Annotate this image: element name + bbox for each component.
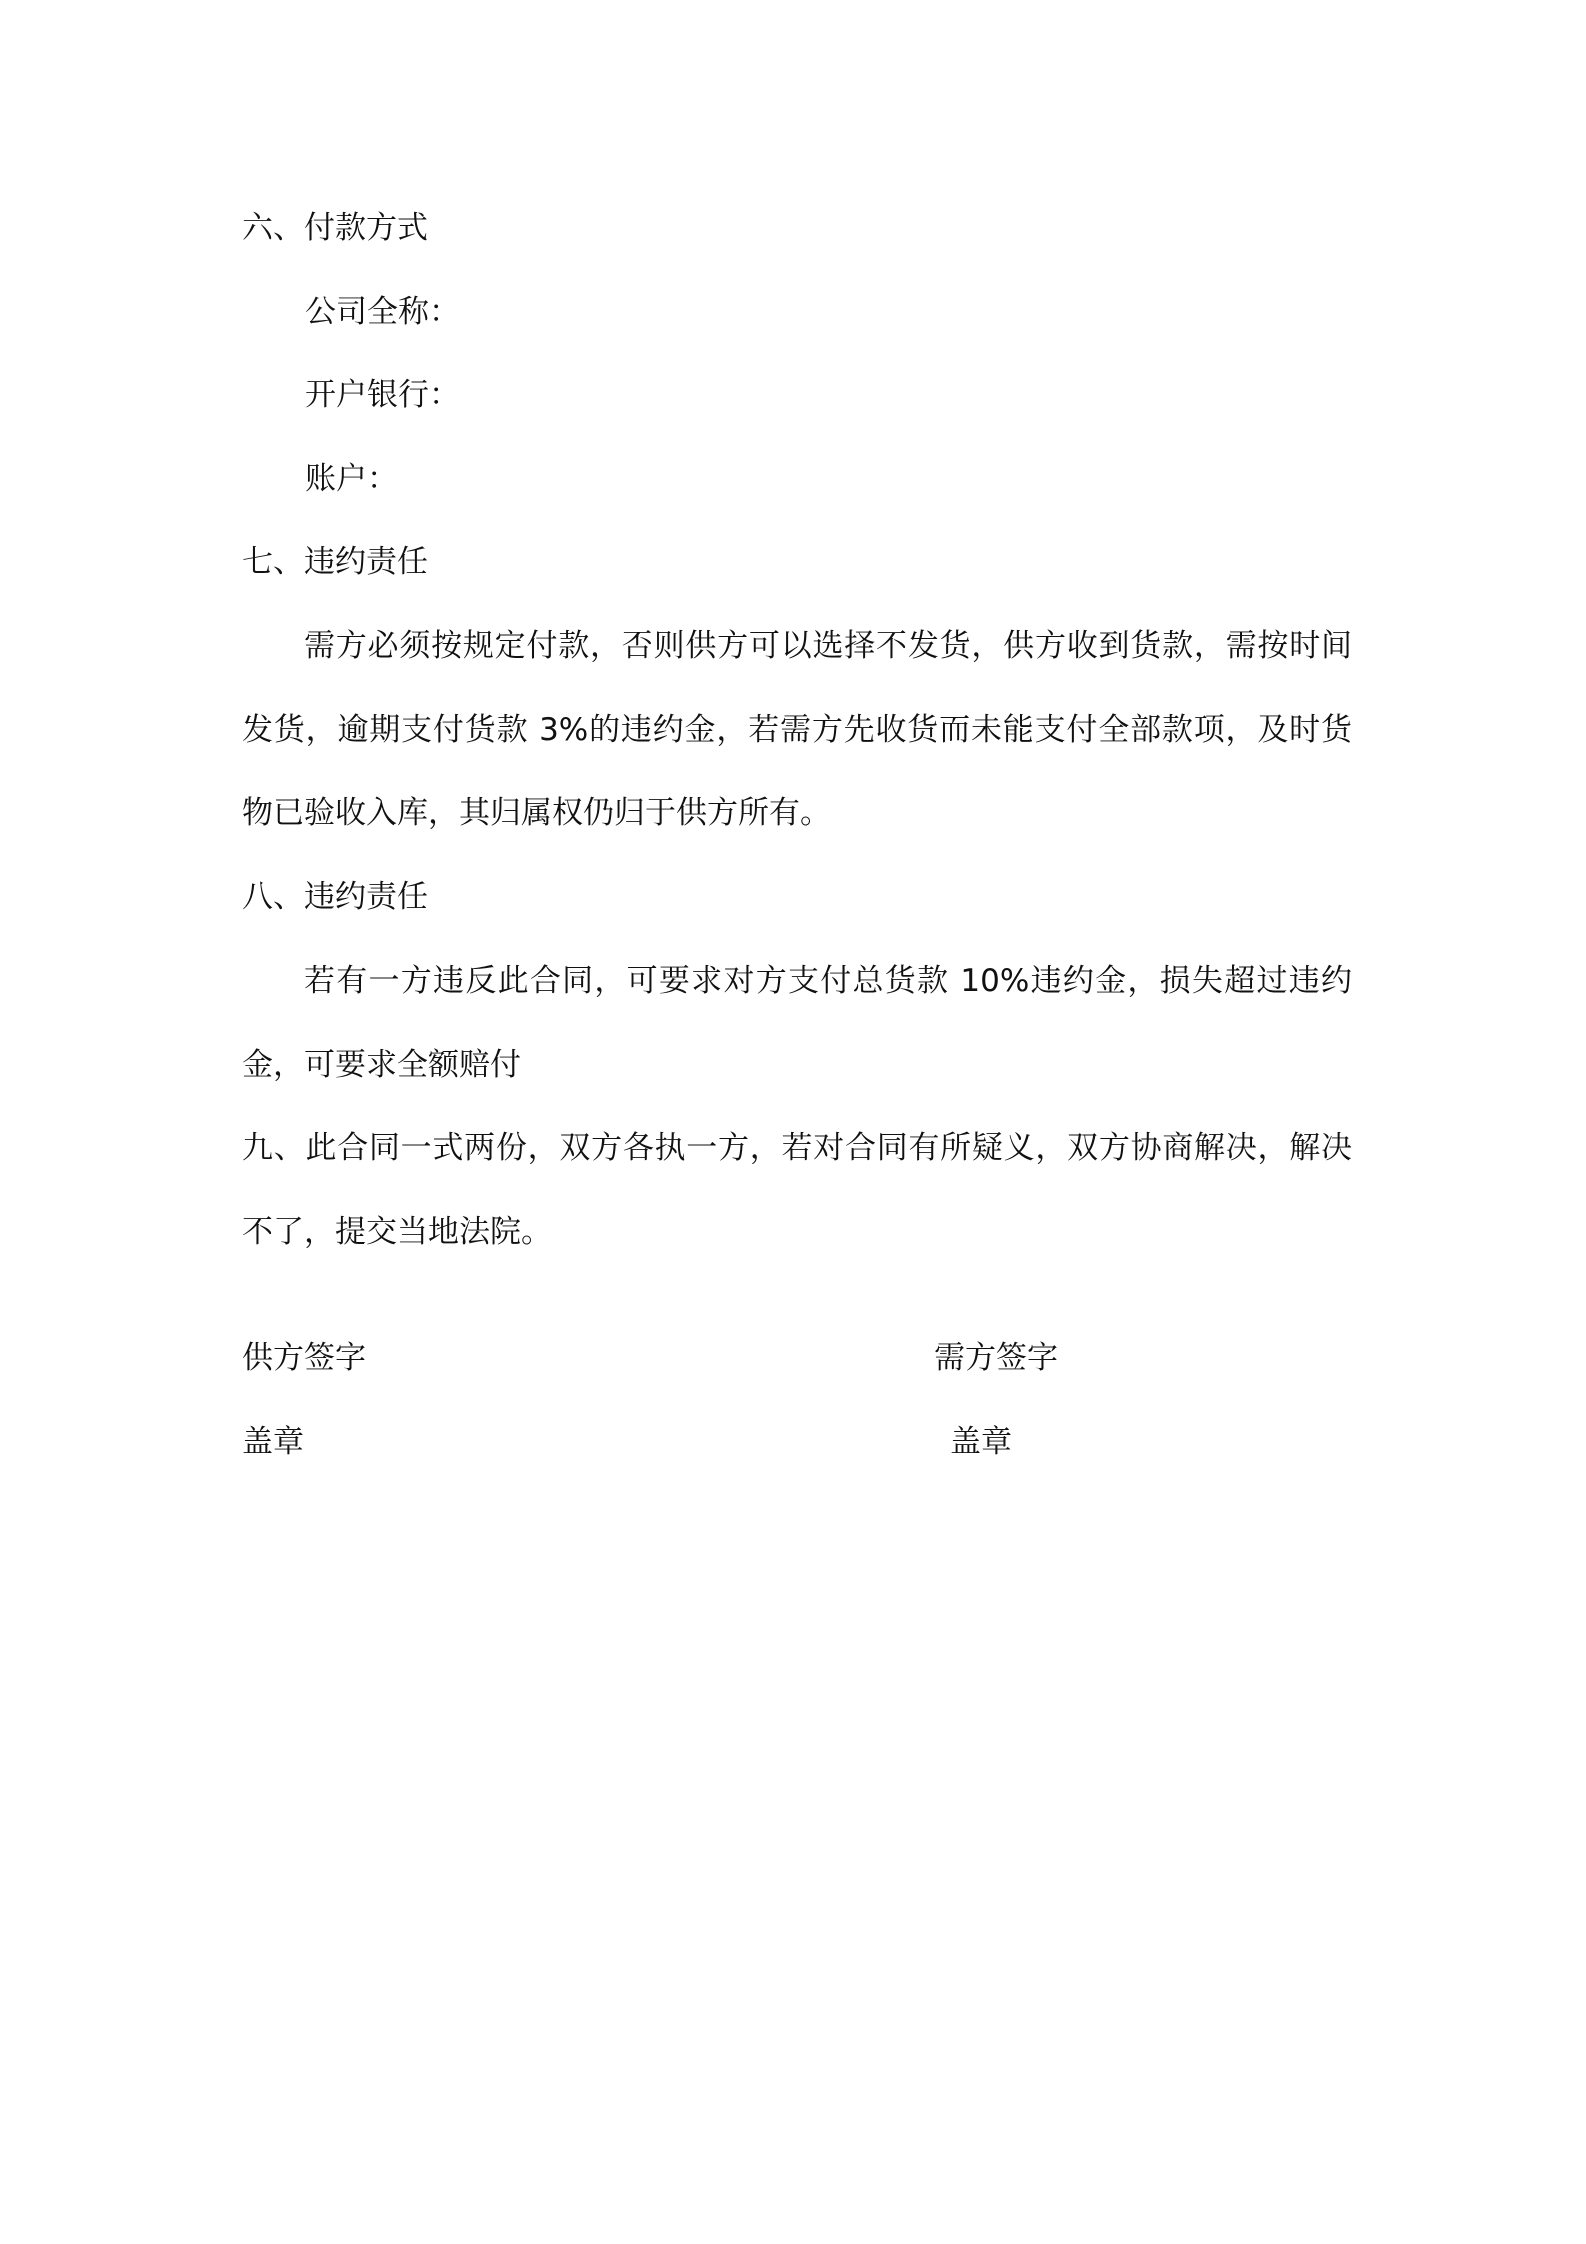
supplier-signature-label: 供方签字 [242, 1340, 366, 1376]
supplier-seal-label: 盖章 [242, 1424, 304, 1460]
section7-body: 需方必须按规定付款，否则供方可以选择不发货，供方收到货款，需按时间发货，逾期支付货款 3%的违约金，若需方先收货而未能支付全部款项，及时货物已验收入库，其归属权仍归于供方所有。 [242, 628, 1352, 831]
buyer-seal-label: 盖章 [950, 1424, 1012, 1460]
section8-body: 若有一方违反此合同，可要求对方支付总货款 10%违约金，损失超过违约金，可要求全额赔付 [242, 963, 1352, 1083]
section7-heading: 七、违约责任 [242, 544, 428, 580]
company-name-label: 公司全称： [305, 294, 460, 330]
section9-body: 九、此合同一式两份，双方各执一方，若对合同有所疑义，双方协商解决，解决不了，提交当地法院。 [242, 1130, 1352, 1250]
buyer-signature-label: 需方签字 [934, 1340, 1058, 1376]
account-label: 账户： [305, 461, 398, 497]
section8-heading: 八、违约责任 [242, 879, 428, 915]
bank-label: 开户银行： [305, 377, 460, 413]
section6-heading: 六、付款方式 [242, 210, 428, 246]
